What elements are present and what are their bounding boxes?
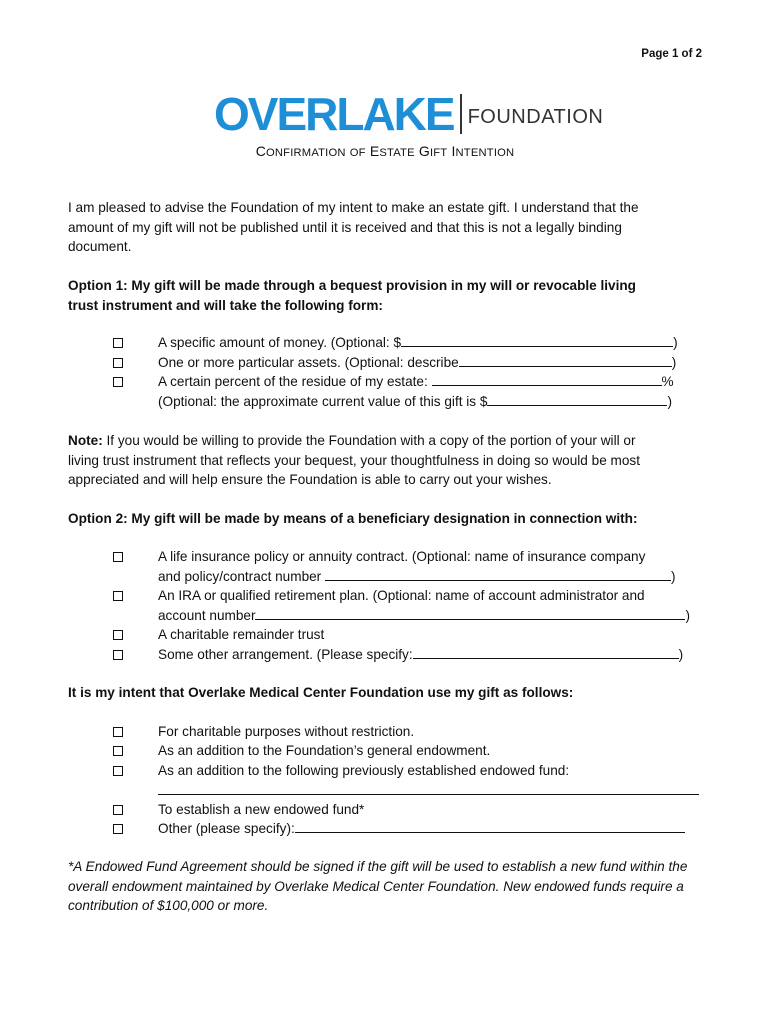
intent-existing-fund: As an addition to the following previously established endowed fund: [158, 762, 570, 778]
opt2-insurance-end: ) [671, 568, 676, 584]
title-w4-rest: IFT [429, 147, 448, 159]
checkbox-intent-unrestricted[interactable] [113, 727, 123, 737]
intent-heading: It is my intent that Overlake Medical Center Foundation use my gift as follows: [68, 685, 574, 700]
opt2-ira-blank[interactable] [255, 606, 685, 620]
option1-heading-line-2: trust instrument and will take the following form: [68, 297, 383, 313]
title-w2: OF [349, 147, 366, 159]
opt2-insurance-line-1: A life insurance policy or annuity contract. (Optional: name of insurance company [158, 549, 646, 564]
note-line-1 [68, 431, 708, 451]
opt1-assets-text: One or more particular assets. (Optional: describe [158, 354, 459, 370]
opt1-money-end: ) [673, 335, 678, 350]
checkbox-opt2-other[interactable] [113, 650, 123, 660]
note-line-3: appreciated and will help ensure the Foundation is able to carry out your wishes. [68, 472, 552, 487]
checkbox-intent-existing-fund[interactable] [113, 766, 123, 776]
title-w3-rest: STATE [379, 147, 415, 159]
page-indicator: Page 1 of 2 [641, 48, 702, 60]
intent-existing-fund-blank[interactable] [158, 780, 699, 795]
opt1-value-item [158, 392, 672, 412]
opt1-percent-text: A certain percent of the residue of my estate: [158, 374, 432, 389]
footnote-line-1: *A Endowed Fund Agreement should be signed if the gift will be used to establish a new fund within the [68, 859, 688, 874]
opt2-insurance-text-2: and policy/contract number [158, 568, 325, 584]
intro-line-3: document. [68, 239, 132, 254]
document-title [0, 143, 770, 159]
overlake-foundation-logo [214, 88, 603, 140]
intro-line-1: I am pleased to advise the Foundation of my intent to make an estate gift. I understand that the [68, 200, 639, 215]
checkbox-opt1-assets[interactable] [113, 358, 123, 368]
option2-heading: Option 2: My gift will be made by means of a beneficiary designation in connection with: [68, 511, 638, 526]
note-label: Note: [68, 433, 103, 448]
footnote-line-3: contribution of $100,000 or more. [68, 898, 269, 913]
checkbox-intent-new-fund[interactable] [113, 805, 123, 815]
opt1-money-text: A specific amount of money. (Optional: $ [158, 335, 402, 350]
checkbox-opt2-crt[interactable] [113, 630, 123, 640]
opt2-other-end: ) [678, 646, 684, 662]
intent-unrestricted: For charitable purposes without restriction. [158, 723, 415, 739]
note-line-2: living trust instrument that reflects your bequest, your thoughtfulness in doing so would be most [68, 452, 640, 468]
opt1-assets-end: ) [671, 354, 677, 370]
intro-line-2: amount of my gift will not be published until it is received and that this is not a legally binding [68, 219, 622, 235]
opt1-value-end: ) [667, 393, 672, 409]
checkbox-intent-endowment[interactable] [113, 746, 123, 756]
opt1-money-blank[interactable] [401, 333, 673, 347]
opt1-assets-blank[interactable] [459, 353, 672, 367]
logo-divider [460, 94, 462, 134]
intent-other-text: Other (please specify): [158, 821, 295, 836]
option1-heading-line-1: Option 1: My gift will be made through a bequest provision in my will or revocable living [68, 278, 636, 293]
title-w5-rest: NTENTION [455, 147, 515, 159]
title-w3-cap: E [369, 143, 380, 159]
opt2-other-item [158, 645, 683, 665]
checkbox-opt1-percent[interactable] [113, 377, 123, 387]
title-w4-cap: G [418, 143, 430, 159]
opt2-insurance-line-2 [158, 567, 676, 587]
intent-new-fund: To establish a new endowed fund* [158, 801, 365, 817]
opt2-ira-line-1: An IRA or qualified retirement plan. (Optional: name of account administrator and [158, 588, 645, 603]
title-w1-cap: C [255, 143, 266, 159]
intent-other-item [158, 819, 685, 839]
logo-subtitle: FOUNDATION [467, 105, 604, 128]
checkbox-opt2-ira[interactable] [113, 591, 123, 601]
checkbox-opt1-money[interactable] [113, 338, 123, 348]
opt1-percent-blank[interactable] [432, 372, 662, 386]
title-w1-rest: ONFIRMATION [266, 147, 346, 159]
opt1-value-blank[interactable] [487, 392, 667, 406]
checkbox-opt2-insurance[interactable] [113, 552, 123, 562]
opt2-ira-text-2: account number [158, 607, 256, 623]
opt1-percent-end: % [661, 374, 674, 389]
logo-wordmark: OVERLAKE [214, 88, 454, 140]
note-text-1: If you would be willing to provide the Foundation with a copy of the portion of your will or [102, 433, 636, 448]
opt2-insurance-blank[interactable] [325, 567, 671, 581]
checkbox-intent-other[interactable] [113, 824, 123, 834]
opt2-crt-item: A charitable remainder trust [158, 627, 325, 642]
intent-endowment: As an addition to the Foundation’s general endowment. [158, 743, 491, 758]
opt1-assets-item [158, 353, 676, 373]
intent-other-blank[interactable] [295, 819, 685, 833]
opt1-value-text: (Optional: the approximate current value of this gift is $ [158, 393, 488, 409]
footnote-line-2: overall endowment maintained by Overlake Medical Center Foundation. New endowed funds require a [68, 878, 684, 894]
opt2-ira-end: ) [685, 607, 691, 623]
opt2-other-text: Some other arrangement. (Please specify: [158, 646, 413, 662]
title-w5-cap: I [451, 143, 456, 159]
opt1-percent-item [158, 372, 674, 392]
opt2-other-blank[interactable] [413, 645, 679, 659]
opt2-ira-line-2 [158, 606, 690, 626]
opt1-money-item [158, 333, 678, 353]
